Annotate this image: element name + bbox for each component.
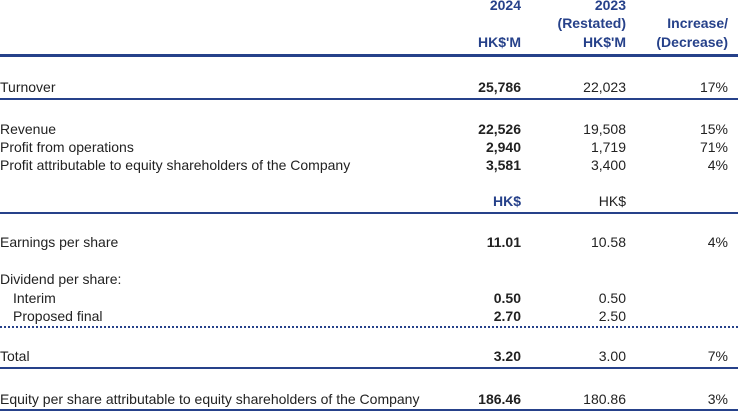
- value-2024: 11.01: [486, 234, 521, 250]
- value-2023: 3.00: [598, 348, 626, 364]
- value-2024: 0.50: [493, 290, 521, 306]
- header-year-2024: 2024: [489, 0, 521, 13]
- header-decrease: (Decrease): [656, 34, 728, 50]
- value-2024: 22,526: [478, 121, 521, 137]
- value-2023: 19,508: [583, 121, 626, 137]
- bottom-rule: [0, 409, 738, 411]
- row-label: Total: [0, 348, 30, 364]
- header-increase: Increase/: [667, 15, 728, 31]
- section-rule: [0, 367, 738, 369]
- row-label: Revenue: [0, 121, 57, 137]
- header-rule: [0, 54, 738, 57]
- value-2023: 2.50: [598, 308, 626, 324]
- row-label: Equity per share attributable to equity shareholders of the Company: [0, 391, 420, 407]
- row-label: Interim: [13, 290, 56, 306]
- row-label: Profit from operations: [0, 139, 134, 155]
- header-unit-2023: HK$'M: [583, 34, 626, 50]
- value-2023: 180.86: [583, 391, 626, 407]
- row-label: Proposed final: [13, 308, 103, 324]
- value-2023: 1,719: [590, 139, 626, 155]
- section-rule: [0, 98, 738, 100]
- header-restated: (Restated): [557, 15, 626, 31]
- dividend-heading: Dividend per share:: [0, 271, 122, 287]
- value-change: 71%: [699, 139, 728, 155]
- value-2024: 2,940: [485, 139, 521, 155]
- subheader-unit-2024: HK$: [492, 193, 521, 209]
- value-change: 15%: [699, 121, 728, 137]
- value-2023: 3,400: [590, 157, 626, 173]
- header-unit-2024: HK$'M: [478, 34, 521, 50]
- subheader-unit-2023: HK$: [598, 193, 626, 209]
- value-change: 4%: [707, 234, 728, 250]
- value-change: 7%: [707, 348, 728, 364]
- value-2023: 10.58: [590, 234, 626, 250]
- row-label: Turnover: [0, 79, 56, 95]
- value-2024: 25,786: [478, 79, 521, 95]
- value-2024: 3.20: [493, 348, 521, 364]
- row-label: Earnings per share: [0, 234, 119, 250]
- section-rule: [0, 212, 738, 214]
- row-label: Profit attributable to equity shareholders of the Company: [0, 157, 351, 173]
- dotted-divider: [0, 326, 738, 328]
- value-2023: 0.50: [598, 290, 626, 306]
- value-change: 3%: [707, 391, 728, 407]
- value-2024: 3,581: [485, 157, 521, 173]
- value-change: 4%: [707, 157, 728, 173]
- value-2024: 2.70: [493, 308, 521, 324]
- header-year-2023: 2023: [594, 0, 626, 13]
- value-change: 17%: [699, 79, 728, 95]
- value-2024: 186.46: [478, 391, 521, 407]
- value-2023: 22,023: [583, 79, 626, 95]
